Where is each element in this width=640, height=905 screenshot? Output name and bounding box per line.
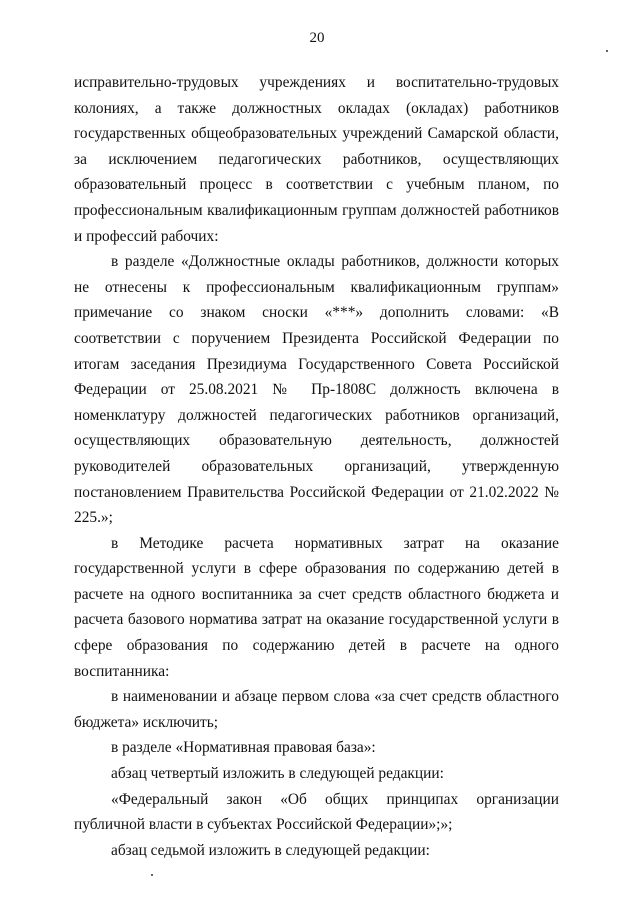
paragraph-5: в разделе «Нормативная правовая база»: xyxy=(111,739,376,757)
paragraph-6: абзац четвертый изложить в следующей редакции: xyxy=(111,765,444,783)
scan-speck xyxy=(151,874,153,876)
paragraph-3: в Методике расчета нормативных затрат на оказание государственной услуги в сфере образования по содержанию детей в расчете на одного воспитанника за счет средств областного бюджета и расчета базового норматива затрат на оказание государственной услуги в сфере образования по содержанию детей в расчете на одного воспитанника: xyxy=(74,534,559,680)
scan-speck xyxy=(606,50,608,52)
paragraph-2: в разделе «Должностные оклады работников, должности которых не отнесены к профессиональным квалификационным группам» примечание со знаком сноски «***» дополнить словами: «В соответствии с поручением Президента Российской Федерации по итогам заседания Президиума Государственного Совета Российской Федерации от 25.08.2021 № Пр-1808С должность включена в номенклатуру должностей педагогических работников организаций, осуществляющих образовательную деятельность, должностей руководителей образовательных организаций, утвержденную постановлением Правительства Российской Федерации от 21.02.2022 № 225.»; xyxy=(74,253,559,527)
paragraph-4: в наименовании и абзаце первом слова «за счет средств областного бюджета» исключить; xyxy=(74,688,559,731)
paragraph-1: исправительно-трудовых учреждениях и воспитательно-трудовых колониях, а также должностных окладах (окладах) работников государственных общеобразовательных учреждений Самарской области, за исключением педагогических работников, осуществляющих образовательный процесс в соответствии с учебным планом, по профессиональным квалификационным группам должностей работников и профессий рабочих: xyxy=(74,74,559,245)
paragraph-7: «Федеральный закон «Об общих принципах организации публичной власти в субъектах Российской Федерации»;»; xyxy=(74,790,559,834)
page-number: 20 xyxy=(309,30,325,46)
document-body xyxy=(74,70,559,863)
paragraph-8: абзац седьмой изложить в следующей редакции: xyxy=(111,841,430,859)
